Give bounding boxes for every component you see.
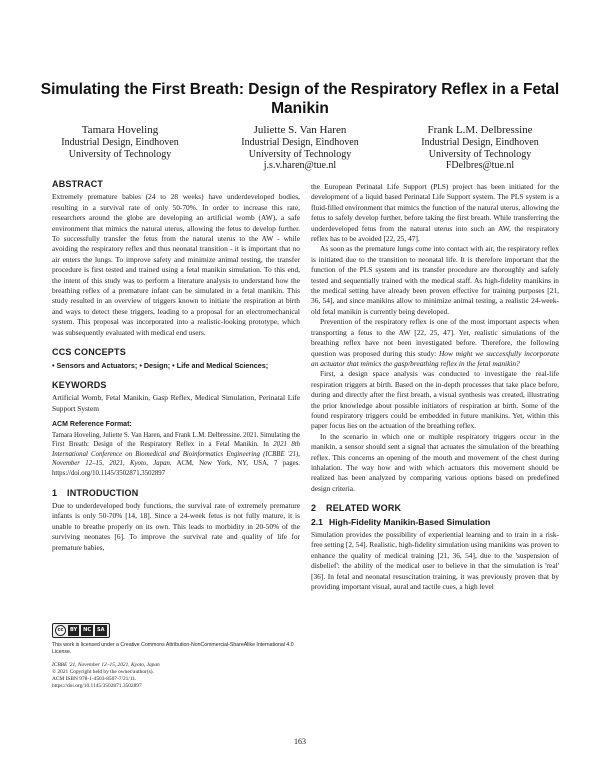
- author-affiliation: Industrial Design, Eindhoven: [241, 137, 359, 148]
- author-block: [30, 124, 570, 172]
- author-organization: University of Technology: [428, 148, 532, 160]
- author-1: [30, 124, 210, 172]
- subsection-heading: [311, 517, 559, 527]
- ccs-heading: CCS CONCEPTS: [52, 347, 126, 358]
- copyright-line: © 2021 Copyright held by the owner/author(s).: [52, 669, 154, 675]
- reference-text-b: ACM, New York, NY, USA, 7 pages. https://doi.org/10.1145/3502871.3502897: [52, 460, 300, 477]
- author-organization: University of Technology: [68, 148, 172, 160]
- intro-paragraph: [311, 317, 559, 369]
- author-organization: University of Technology: [248, 148, 352, 160]
- subsection-title: High-Fidelity Manikin-Based Simulation: [329, 516, 491, 527]
- left-column: [52, 179, 300, 553]
- isbn-line: ACM ISBN 978-1-4503-8507-7/21/11.: [52, 676, 137, 682]
- keywords-heading: KEYWORDS: [52, 379, 107, 390]
- intro-paragraph: First, a design space analysis was conducted to investigate the real-life respiration triggers at birth. Based on the in-depth processes that take place before, during and directly after the first breath, a visual synthesis was created, illustrating the prior knowledge about possible initiators of respiration at birth. Some of the found respiratory triggers could be embedded in future manikins. Yet, within this paper focus lies on the actuation of the breathing reflex.: [311, 369, 559, 431]
- cc-license-badge[interactable]: [52, 623, 110, 638]
- page-number: 163: [294, 737, 306, 746]
- sa-icon: SA: [95, 625, 106, 636]
- intro-paragraph: the European Perinatal Life Support (PLS) project has been initiated for the development of a liquid based Perinatal Life Support system. The PLS system is a fluid-filled environment that mimics the function of the natural uterus, allowing the fetus to safely develop further, before taking the first breath. While transferring the underdeveloped fetus from the natural uterus into such an AW, the respiratory reflex has to be avoided [22, 25, 47].: [311, 182, 559, 244]
- reference-venue: 2021 8th International Conference on Biomedical and Bioinformatics Engineering (ICBBE '21), November 12–15, 2021, Kyoto, Japan.: [52, 441, 300, 468]
- author-email: FDelbres@tue.nl: [445, 160, 515, 171]
- research-question: How might we successfully incorporate an actuator that mimics the gasp/breathing reflex in the fetal manikin?: [311, 348, 559, 368]
- author-2: [210, 124, 390, 172]
- license-block: [52, 618, 300, 690]
- author-affiliation: Industrial Design, Eindhoven: [421, 137, 539, 148]
- intro-paragraph: Due to underdeveloped body functions, the survival rate of extremely premature infants is only 50-70% [14, 18]. Since a 24-week fetus is not fully mature, it is unable to breathe properly on its own. This leads to morbidity in 20-50% of the surviving neonates [6]. To improve the survival rate and quality of life for premature babies,: [52, 500, 300, 552]
- author-name: Juliette S. Van Haren: [253, 124, 347, 136]
- doi-link[interactable]: https://doi.org/10.1145/3502871.3502897: [52, 683, 142, 689]
- intro-heading: [52, 488, 300, 498]
- conference-line: ICBBE '21, November 12–15, 2021, Kyoto, Japan: [52, 662, 160, 668]
- paragraph-text: Prevention of the respiratory reflex is one of the most important aspects when transporting a fetus to the AW [22, 25, 47]. Yet, realistic simulations of the breathing reflex have not been investigated before. Therefore, the following question was proposed during this study:: [311, 317, 559, 358]
- reference-text-a: Tamara Hoveling, Juliette S. Van Haren, and Frank L.M. Delbressine. 2021. Simulating the First Breath: Design of the Respiratory Reflex in a Fetal Manikin. In: [52, 431, 301, 449]
- author-affiliation: Industrial Design, Eindhoven: [61, 137, 179, 148]
- section-number: 1: [52, 487, 58, 498]
- keywords-text: Artificial Womb, Fetal Manikin, Gasp Reflex, Medical Simulation, Perinatal Life Support System: [52, 393, 300, 413]
- reference-heading: ACM Reference Format:: [52, 421, 132, 429]
- author-name: Frank L.M. Delbressine: [427, 124, 533, 136]
- paper-title: Simulating the First Breath: Design of the Respiratory Reflex in a Fetal Manikin: [40, 81, 560, 117]
- abstract-text: Extremely premature babies (24 to 28 weeks) have underdeveloped bodies, resulting in a survival rate of only 50-70%. In order to increase this rate, researchers around the globe are developing an artificial womb (AW), a safe environment that mimics the natural uterus, allowing the fetus to develop further. To successfully transfer the fetus from the natural uterus to the AW - while avoiding the respiratory reflex and thus neonatal transition - it is important that no air enters the lungs. To improve safety and minimize animal testing, the transfer procedure is first tested and trained using a fetal manikin simulation. To this end, the intent of this study was to perform a literature analysis to understand how the breathing reflex of a premature infant can be simulated in a fetal manikin. This study resulted in an overview of triggers known to initiate the respiration at birth and ways to detect these triggers, leading to a proposal for an electromechanical system. This proposal was incorporated into a realistic-looking prototype, which was subsequently evaluated with medical end users.: [52, 192, 300, 337]
- license-meta: [52, 662, 300, 690]
- author-email: j.s.v.haren@tue.nl: [263, 160, 337, 171]
- intro-paragraph: As soon as the premature lungs come into contact with air, the respiratory reflex is initiated due to the transition to neonatal life. It is therefore important that the function of the PLS system and its transfer procedure are thoroughly and safely tested and sequentially trained with the medical staff. As high-fidelity manikins in the medical setting have already been proven effective for training purposes [21, 36, 54], and since manikins allow to minimize animal testing, a realistic 24-week-old fetal manikin is currently being developed.: [311, 244, 559, 316]
- right-column: [311, 182, 559, 592]
- reference-text: [52, 431, 300, 479]
- related-work-heading: [311, 503, 559, 513]
- section-number: 2: [311, 503, 317, 514]
- license-text: This work is licensed under a Creative Commons Attribution-NonCommercial-ShareAlike International 4.0 License.: [52, 642, 294, 655]
- section-title: RELATED WORK: [326, 503, 402, 514]
- author-name: Tamara Hoveling: [81, 124, 159, 136]
- section-title: INTRODUCTION: [67, 487, 139, 498]
- subsection-number: 2.1: [311, 516, 323, 527]
- cc-icon: cc: [55, 625, 66, 636]
- related-paragraph: Simulation provides the possibility of experiential learning and to train in a risk-free setting [2, 54]. Realistic, high-fidelity simulation using manikins was proven to enhance the quality of medical training [21, 36, 54], due to the 'suspension of disbelief': the ability of the medical user to believe in that the simulation is 'real' [36]. In fetal and neonatal resuscitation training, it was previously proven that by providing important visual, aural and tactile cues, a high level: [311, 530, 559, 592]
- by-icon: BY: [68, 625, 79, 636]
- intro-paragraph: In the scenario in which one or multiple respiratory triggers occur in the manikin, a sensor should sent a signal that actuates the simulation of the breathing reflex. This concerns an opening of the mouth and movement of the chest during inhalation. The way how and with which actuators this movement should be realized has been analyzed by comparing various options based on predefined design criteria.: [311, 431, 559, 493]
- abstract-heading: ABSTRACT: [52, 179, 104, 189]
- nc-icon: NC: [81, 625, 93, 636]
- ccs-text: • Sensors and Actuators; • Design; • Life and Medical Sciences;: [52, 360, 269, 370]
- author-3: [390, 124, 570, 172]
